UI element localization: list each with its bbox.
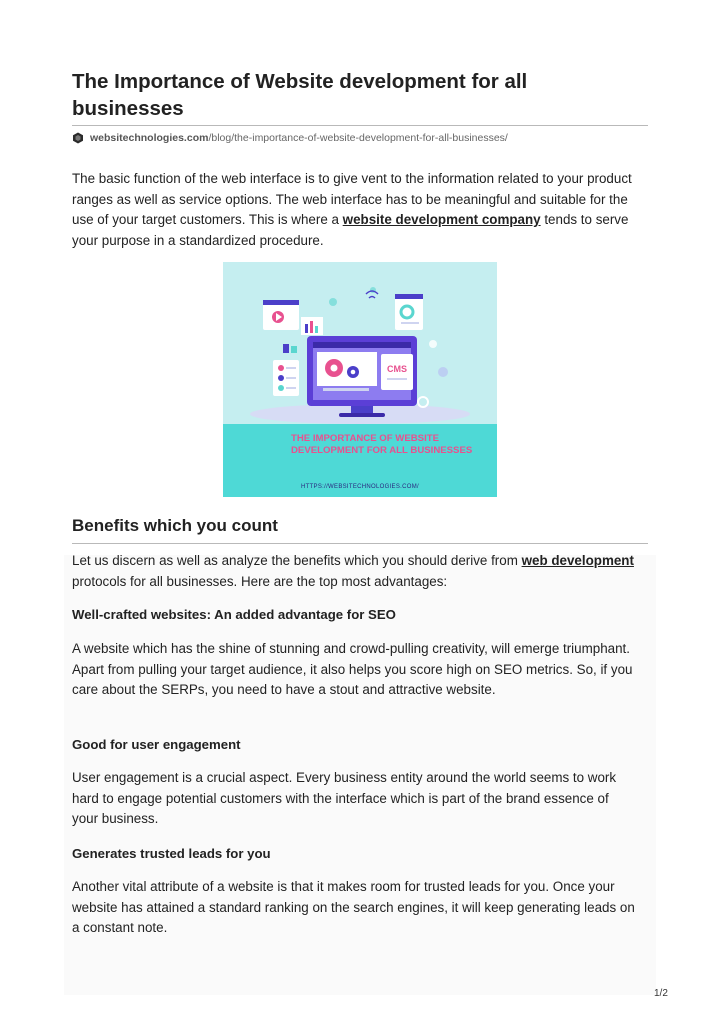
- section-heading-leads: Generates trusted leads for you: [72, 846, 271, 861]
- benefits-intro-text-end: protocols for all businesses. Here are the top most advantages:: [72, 573, 448, 589]
- benefits-divider: [72, 543, 648, 544]
- section-body-leads: Another vital attribute of a website is that it makes room for trusted leads for you. Once your website has attained a standard ranking on the search engines, it will keep generating leads on a constant note.: [72, 879, 635, 936]
- site-logo-icon: [72, 132, 84, 144]
- article-title: The Importance of Website development for all businesses: [72, 70, 528, 120]
- hero-url: HTTPS://WEBSITECHNOLOGIES.COM/: [300, 484, 419, 490]
- source-path[interactable]: /blog/the-importance-of-website-development-for-all-businesses/: [208, 132, 508, 144]
- hero-image: [223, 262, 497, 497]
- source-line: [72, 130, 508, 146]
- section-body-engagement: User engagement is a crucial aspect. Every business entity around the world seems to work hard to engage potential customers with the interface which is part of the brand essence of your business.: [72, 770, 617, 827]
- section-heading-seo: Well-crafted websites: An added advantage for SEO: [72, 607, 396, 622]
- intro-text: The basic function of the web interface is to give vent to the information related to your product ranges as well as service options. The web interface has to be meaningful and suitable for the use of your target customers. This is where a: [72, 171, 632, 228]
- cms-label: CMS: [387, 364, 407, 374]
- section-body-seo: A website which has the shine of stunning and crowd-pulling creativity, will emerge triumphant. Apart from pulling your target audience, it also helps you score high on SEO metrics. So, if you care about the SERPs, you need to have a stout and attractive website.: [72, 641, 633, 698]
- page-number: 1/2: [654, 988, 668, 999]
- intro-text-end: tends to serve your purpose in a standardized procedure.: [72, 212, 629, 248]
- intro-paragraph: [72, 169, 637, 251]
- benefits-intro-text: Let us discern as well as analyze the benefits which you should derive from: [72, 553, 522, 568]
- source-domain[interactable]: websitechnologies.com: [90, 132, 209, 144]
- web-development-link[interactable]: web development: [521, 553, 634, 568]
- benefits-heading: Benefits which you count: [72, 516, 278, 535]
- website-development-company-link[interactable]: website development company: [342, 212, 541, 228]
- benefits-intro: [72, 551, 637, 592]
- title-divider: [72, 125, 648, 126]
- section-heading-engagement: Good for user engagement: [72, 737, 241, 752]
- hero-title: THE IMPORTANCE OF WEBSITE DEVELOPMENT FOR ALL BUSINESSES: [291, 433, 473, 456]
